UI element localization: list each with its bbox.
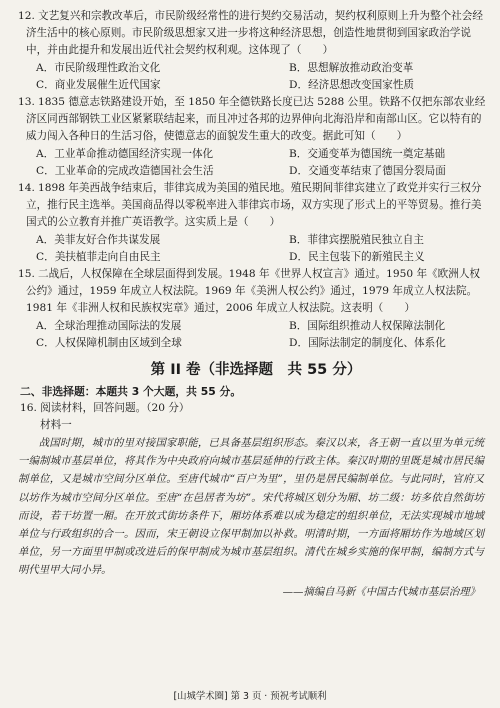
option-b: B．思想解放推动政治变革 (289, 61, 414, 74)
question-14 (18, 180, 486, 232)
question-13-options (26, 146, 486, 180)
question-number: 12. (18, 10, 35, 22)
question-14-options (26, 232, 486, 266)
option-a: A．工业革命推动德国经济实现一体化 (36, 147, 214, 160)
question-number: 15. (18, 268, 35, 281)
question-stem: 二战后，人权保障在全球层面得到发展。1948 年《世界人权宣言》通过。1950 年《欧洲人权公约》通过，1959 年成立人权法院。1969 年《美洲人权公约》通过，1979 年成立人权法院。1981 年《非洲人权和民族权宪章》通过，2006 年成立人权法院。这表明（ ） (26, 268, 481, 315)
question-15-options (26, 318, 486, 352)
option-a: A．全球治理推动国际法的发展 (36, 319, 182, 332)
option-d: D．民主包装下的新殖民主义 (289, 250, 425, 263)
part-heading: 二、非选择题：本题共 3 个大题，共 55 分。 (20, 385, 242, 399)
question-number: 13. (18, 96, 35, 109)
question-text: 阅读材料，回答问题。（20 分） (40, 402, 190, 415)
option-a: A．市民阶级理性政治文化 (36, 61, 161, 74)
section-title: 第 II 卷（非选择题 共 55 分） (150, 362, 362, 379)
option-d: D．交通变革结束了德国分裂局面 (289, 164, 446, 177)
question-12-options (26, 60, 486, 94)
question-stem: 文艺复兴和宗教改革后，市民阶级经常性的进行契约交易活动，契约权利原则上升为整个社会经济生活中的核心原则。市民阶级思想家又进一步将这种经济思想，创造性地贯彻到国家政治学说中，并由此提升和发展出近代社会契约权利观。这体现了（ ） (26, 10, 483, 57)
option-d: D．国际法制定的制度化、体系化 (289, 336, 446, 349)
question-stem: 1898 年美西战争结束后，菲律宾成为美国的殖民地。殖民期间菲律宾建立了政党并实行三权分立，推行民主选举。美国商品得以零税率进入菲律宾市场，双方实现了形式上的平等贸易。推行美国式的公立教育并推广英语教学。这实质上是（ ） (26, 182, 482, 229)
page-footer: [山城学术圈] 第 3 页 · 预祝考试顺利 (173, 691, 327, 702)
option-b: B．菲律宾摆脱殖民独立自主 (289, 233, 424, 246)
question-12 (18, 8, 486, 60)
material-text: 战国时期，城市的里对接国家职能，已具备基层组织形态。秦汉以来，各王朝一直以里为单元统一编制城市基层单位，将其作为中央政府向城市基层延伸的行政主体。秦汉时期的里既是城市居民编制单位，又是城市空间分区单位。至唐代城市“百户为里”，里仍是居民编制单位。与此同时，官府又以坊作为城市空间分区单位。至唐“在邑居者为坊”。宋代将城区划分为厢、坊二级：坊多依自然街坊而设，若干坊置一厢。在开放式街坊条件下，厢坊体系难以成为稳定的组织单位，无法实现城市地域单位与行政组织的合一。因而，宋王朝设立保甲制加以补救。明清时期，一方面将厢坊作为地域区划单位，另一方面里甲制或改进后的保甲制成为城市基层组织。清代在城乡实施的保甲制，编制方式与明代里甲大同小异。 (18, 437, 484, 577)
question-15 (18, 266, 486, 318)
option-c: C．人权保障机制由区域到全球 (36, 336, 182, 349)
question-stem: 1835 德意志铁路建设开始，至 1850 年全德铁路长度已达 5288 公里。铁路不仅把东部农业经济区同西部钢铁工业区紧紧联结起来，而且冲过各邦的边界伸向北海沿岸和南部山区。它以特有的威力闯入各种日的生活习俗，使德意志的面貌发生重大的改变。据此可知（ ） (26, 96, 486, 143)
question-number: 16. (20, 402, 37, 415)
question-16-prompt (20, 400, 486, 417)
option-b: B．交通变革为德国统一奠定基础 (289, 147, 446, 160)
option-a: A．美菲友好合作共谋发展 (36, 233, 161, 246)
material-source: ——摘编自马新《中国古代城市基层治理》 (282, 585, 480, 598)
option-c: C．美扶植菲走向自由民主 (36, 250, 161, 263)
option-b: B．国际组织推动人权保障法制化 (289, 319, 446, 332)
option-c: C．商业发展催生近代国家 (36, 78, 161, 91)
option-c: C．工业革命的完成改造德国社会生活 (36, 164, 214, 177)
material-label: 材料一 (40, 419, 72, 432)
option-d: D．经济思想改变国家性质 (289, 78, 415, 91)
question-13 (18, 94, 486, 146)
question-number: 14. (18, 182, 35, 195)
